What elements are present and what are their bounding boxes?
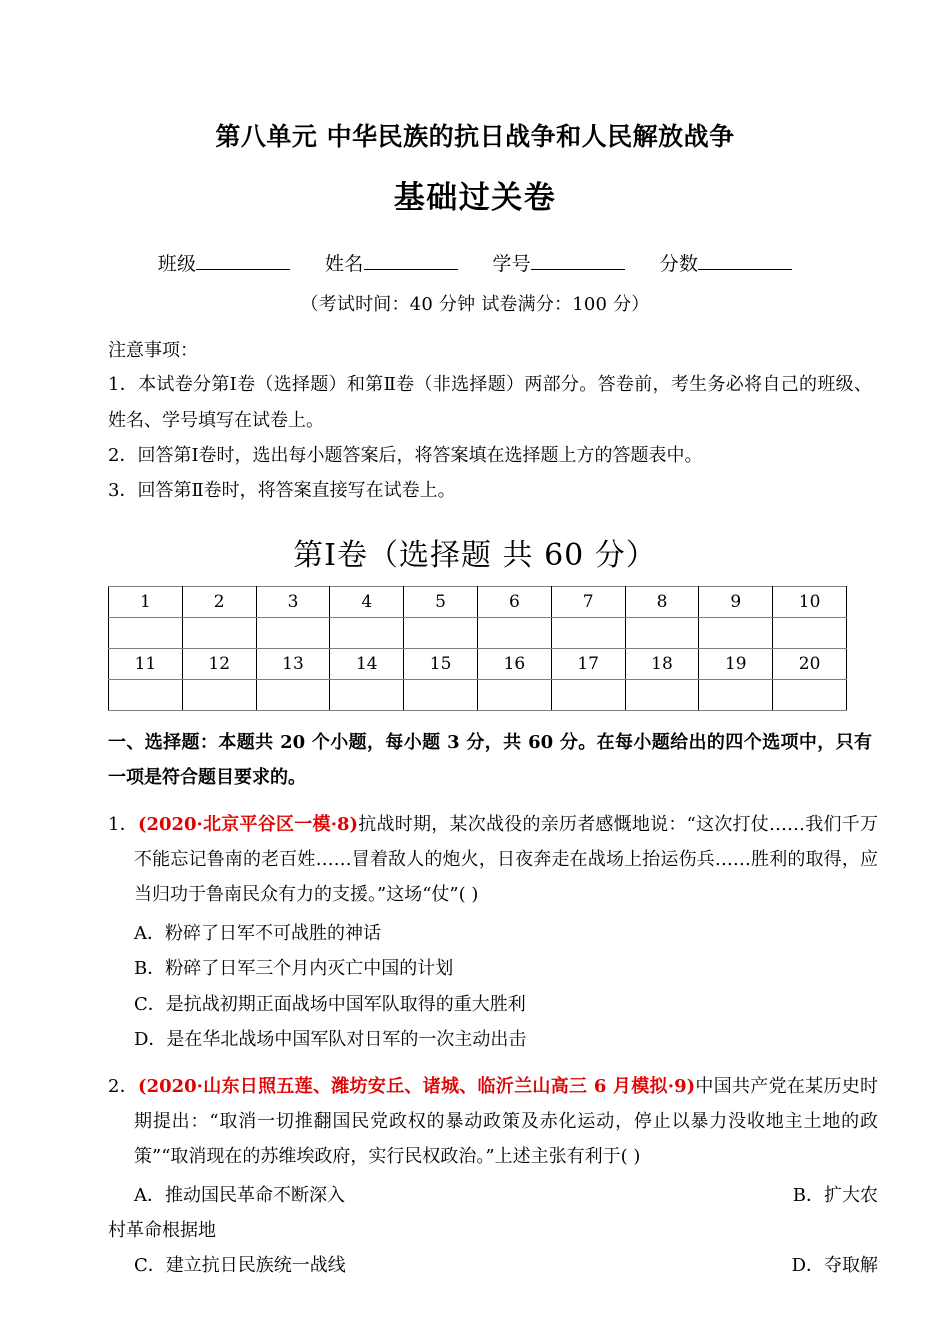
question-2-option-c[interactable]: C．建立抗日民族统一战线 [134,1255,346,1277]
question-2-option-a[interactable]: A．推动国民革命不断深入 [134,1184,345,1206]
answer-cell[interactable] [699,617,773,648]
question-2-option-b[interactable]: B．扩大农 [792,1184,878,1206]
table-cell: 5 [404,586,478,617]
answer-cell[interactable] [182,679,256,710]
answer-cell[interactable] [404,617,478,648]
question-1-number: 1． [108,814,138,836]
answer-cell[interactable] [330,617,404,648]
answer-cell[interactable] [256,617,330,648]
table-cell: 9 [699,586,773,617]
answer-cell[interactable] [625,617,699,648]
question-2-option-d[interactable]: D．夺取解 [791,1255,878,1277]
class-blank[interactable] [196,269,290,270]
score-field[interactable] [660,249,793,276]
table-cell: 10 [773,586,847,617]
name-blank[interactable] [364,269,458,270]
table-cell: 4 [330,586,404,617]
answer-sheet-table[interactable] [108,586,847,711]
student-id-label: 学号 [492,253,531,276]
table-cell: 12 [182,648,256,679]
paper-subtitle: 基础过关卷 [393,180,557,216]
notice-item-1: 1．本试卷分第Ⅰ卷（选择题）和第Ⅱ卷（非选择题）两部分。答卷前，考生务必将自己的班级、姓名、学号填写在试卷上。 [108,374,872,431]
question-2-options [108,1178,878,1283]
class-label: 班级 [157,253,197,276]
question-1-option-b[interactable]: B．粉碎了日军三个月内灭亡中国的计划 [134,958,454,980]
question-1-option-d[interactable]: D．是在华北战场中国军队对日军的一次主动出击 [134,1028,527,1050]
question-1-options [108,916,878,1056]
answer-cell[interactable] [330,679,404,710]
table-row-numbers-1 [109,586,847,617]
table-cell: 3 [256,586,330,617]
answer-cell[interactable] [551,617,625,648]
question-2-option-row-ab [108,1178,878,1213]
answer-table-container [0,586,950,711]
question-1 [0,807,950,1057]
question-1-body [108,807,878,912]
student-id-blank[interactable] [531,269,625,270]
answer-cell[interactable] [625,679,699,710]
question-2-option-b-continuation[interactable]: 村革命根据地 [108,1220,216,1242]
answer-cell[interactable] [182,617,256,648]
answer-cell[interactable] [773,679,847,710]
question-2-source: (2020·山东日照五莲、潍坊安丘、诸城、临沂兰山高三 6 月模拟·9) [138,1075,696,1097]
multiple-choice-instruction: 一、选择题：本题共 20 个小题，每小题 3 分，共 60 分。在每小题给出的四个选项中，只有一项是符合题目要求的。 [108,731,872,788]
student-identity-row [0,249,950,276]
question-2-option-row-cd [108,1248,878,1283]
score-label: 分数 [659,253,699,276]
table-row-answers-2[interactable] [109,679,847,710]
table-cell: 14 [330,648,404,679]
notice-item-2: 2．回答第Ⅰ卷时，选出每小题答案后，将答案填在选择题上方的答题表中。 [108,444,703,466]
table-cell: 20 [773,648,847,679]
table-cell: 1 [109,586,183,617]
section-one-title: 第Ⅰ卷（选择题 共 60 分） [293,537,657,573]
answer-cell[interactable] [477,679,551,710]
question-2-stem: 中国共产党在某历史时期提出：“取消一切推翻国民党政权的暴动政策及赤化运动，停止以暴力没收地主土地的政策”“取消现在的苏维埃政府，实行民权政治。”上述主张有利于( ) [134,1075,879,1167]
answer-cell[interactable] [109,679,183,710]
answer-cell[interactable] [699,679,773,710]
table-cell: 18 [625,648,699,679]
question-1-source: (2020·北京平谷区一模·8) [137,814,359,836]
score-blank[interactable] [698,269,792,270]
table-cell: 6 [477,586,551,617]
question-1-stem: 抗战时期，某次战役的亲历者感慨地说：“这次打仗……我们千万不能忘记鲁南的老百姓……冒着敌人的炮火，日夜奔走在战场上抬运伤兵……胜利的取得，应当归功于鲁南民众有力的支援。”这场“仗”( ) [134,814,878,906]
table-cell: 13 [256,648,330,679]
question-2 [0,1069,950,1284]
table-cell: 7 [551,586,625,617]
name-field[interactable] [325,249,458,276]
page-title: 第八单元 中华民族的抗日战争和人民解放战争 [215,122,735,151]
table-cell: 8 [625,586,699,617]
answer-cell[interactable] [773,617,847,648]
table-cell: 15 [404,648,478,679]
question-2-body [108,1069,878,1174]
table-cell: 2 [182,586,256,617]
table-row-answers-1[interactable] [109,617,847,648]
answer-cell[interactable] [109,617,183,648]
table-cell: 11 [109,648,183,679]
table-cell: 17 [551,648,625,679]
question-1-option-a[interactable]: A．粉碎了日军不可战胜的神话 [134,923,381,945]
table-cell: 19 [699,648,773,679]
question-2-number: 2． [108,1075,139,1097]
answer-cell[interactable] [477,617,551,648]
notice-item-3: 3．回答第Ⅱ卷时，将答案直接写在试卷上。 [108,479,456,501]
answer-cell[interactable] [256,679,330,710]
answer-cell[interactable] [551,679,625,710]
answer-cell[interactable] [404,679,478,710]
table-cell: 16 [477,648,551,679]
table-row-numbers-2 [109,648,847,679]
notices-heading: 注意事项： [108,340,198,362]
exam-info: （考试时间：40 分钟 试卷满分：100 分） [300,294,650,316]
name-label: 姓名 [325,253,364,276]
class-field[interactable] [158,249,291,276]
question-1-option-c[interactable]: C．是抗战初期正面战场中国军队取得的重大胜利 [134,993,526,1015]
notices-block [0,334,950,508]
student-id-field[interactable] [492,249,625,276]
